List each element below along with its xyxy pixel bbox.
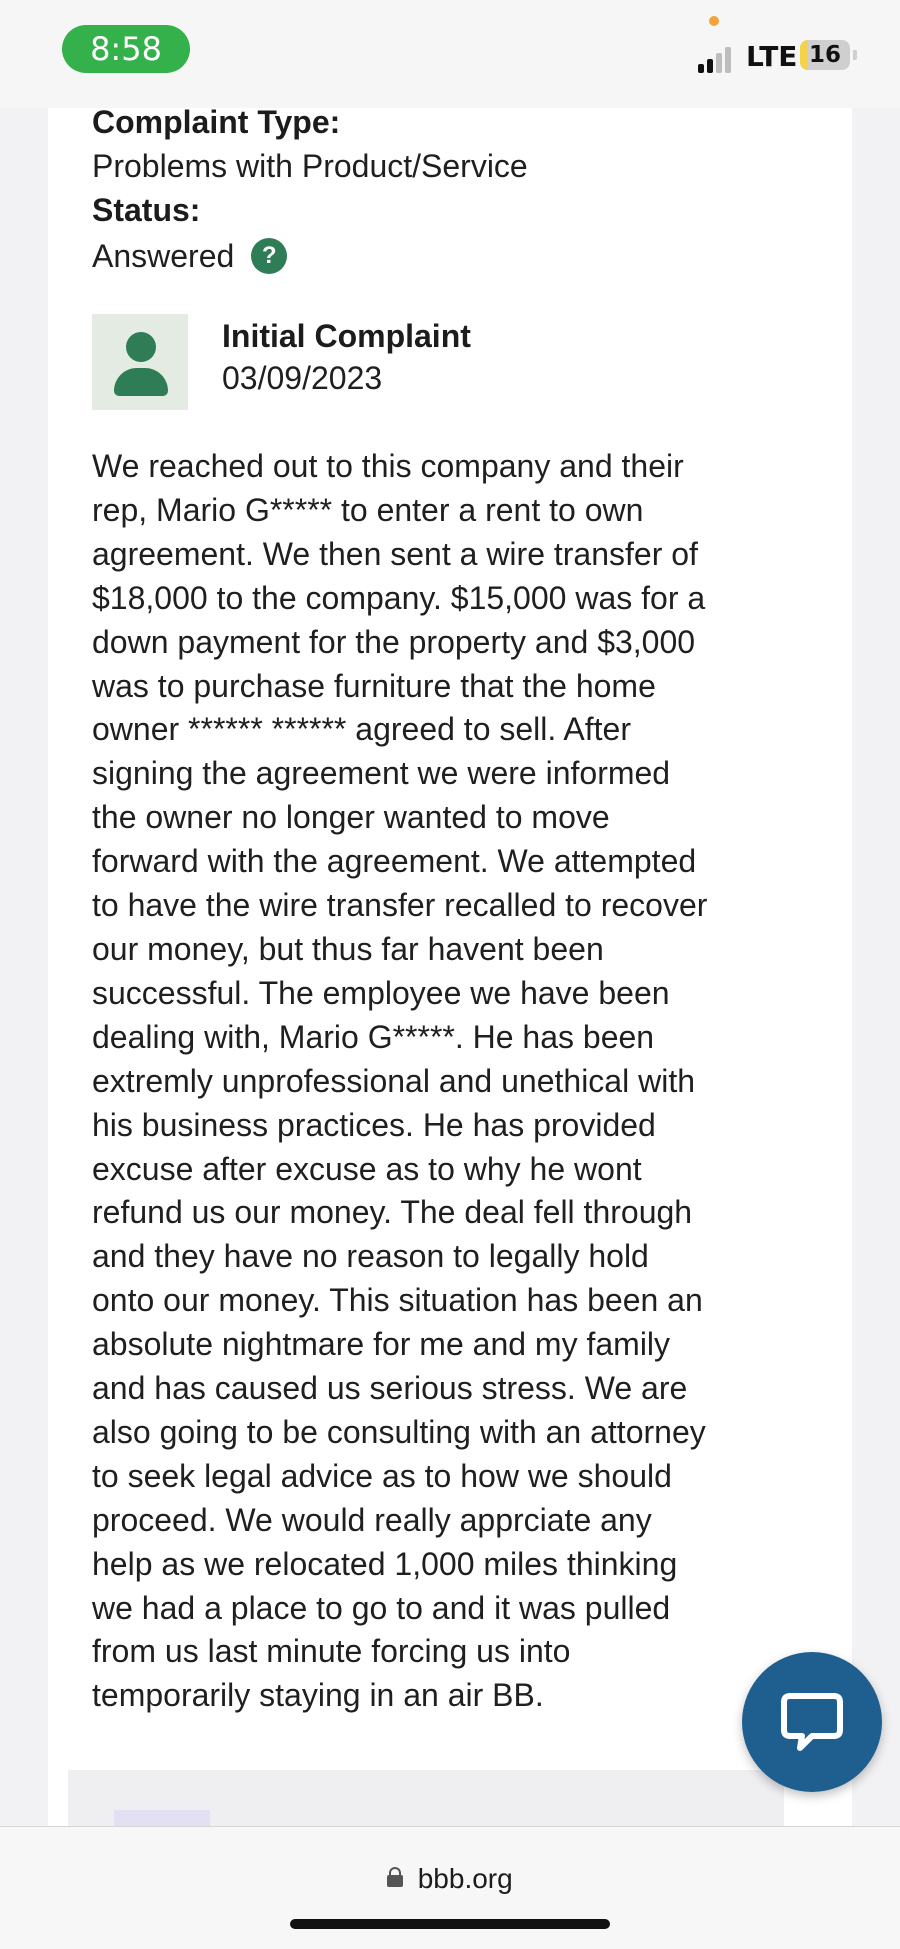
complaint-line: excuse after excuse as to why he wont — [92, 1150, 642, 1187]
cellular-signal-icon — [698, 43, 738, 73]
complaint-line: and they have no reason to legally hold — [92, 1238, 649, 1275]
complaint-line: We reached out to this company and their — [92, 448, 684, 484]
status-bar — [0, 0, 900, 108]
chat-button[interactable] — [742, 1652, 882, 1792]
complaint-line: the owner no longer wanted to move — [92, 799, 610, 836]
complaint-line: down payment for the property and $3,000 — [92, 623, 696, 660]
complaint-line: his business practices. He has provided — [92, 1106, 656, 1143]
complaint-line: owner ****** ****** agreed to sell. After — [92, 711, 631, 748]
browser-bottom-bar — [0, 1826, 900, 1949]
complaint-line: our money, but thus far havent been — [92, 930, 604, 967]
question-mark-icon[interactable]: ? — [251, 238, 287, 274]
complaint-line: forward with the agreement. We attempted — [92, 843, 697, 880]
complaint-line: temporarily staying in an air BB. — [92, 1677, 544, 1714]
privacy-indicator-dot — [709, 16, 719, 26]
complaint-line: successful. The employee we have been — [92, 974, 670, 1011]
complaint-line: from us last minute forcing us into — [92, 1633, 571, 1670]
status-label: Status: — [92, 192, 201, 228]
complaint-line: onto our money. This situation has been an — [92, 1282, 703, 1319]
complaint-line: extremly unprofessional and unethical with — [92, 1062, 695, 1099]
complaint-type-value: Problems with Product/Service — [92, 148, 528, 184]
battery-level: 16 — [808, 42, 841, 68]
status-value: Answered — [92, 238, 235, 274]
complaint-type-label: Complaint Type: — [92, 104, 341, 140]
user-avatar-icon — [92, 314, 188, 410]
complaint-line: we had a place to go to and it was pulled — [92, 1589, 671, 1626]
complaint-card — [48, 104, 852, 1828]
chat-bubble-icon — [776, 1686, 848, 1758]
status-time: 8:58 — [62, 25, 190, 73]
complaint-line: agreement. We then sent a wire transfer of — [92, 535, 698, 572]
battery-cap — [853, 50, 857, 60]
status-row — [92, 238, 287, 277]
complaint-date: 03/09/2023 — [222, 360, 383, 396]
complaint-line: absolute nightmare for me and my family — [92, 1326, 671, 1363]
complaint-line: was to purchase furniture that the home — [92, 667, 656, 704]
complaint-line: and has caused us serious stress. We are — [92, 1370, 688, 1407]
complaint-text — [92, 445, 822, 1718]
complaint-line: proceed. We would really apprciate any — [92, 1501, 652, 1538]
home-indicator[interactable] — [290, 1919, 610, 1929]
complaint-line: help as we relocated 1,000 miles thinking — [92, 1545, 678, 1582]
complaint-line: also going to be consulting with an attorney — [92, 1413, 706, 1450]
complaint-line: dealing with, Mario G*****. He has been — [92, 1018, 655, 1055]
lock-icon — [387, 1867, 403, 1887]
complaint-line: signing the agreement we were informed — [92, 755, 671, 792]
complaint-line: refund us our money. The deal fell through — [92, 1194, 693, 1231]
network-type: LTE — [746, 40, 798, 73]
complaint-line: to seek legal advice as to how we should — [92, 1457, 672, 1494]
complaint-line: rep, Mario G***** to enter a rent to own — [92, 491, 644, 528]
initial-complaint-title: Initial Complaint — [222, 318, 471, 354]
address-bar[interactable] — [0, 1863, 900, 1895]
battery-icon — [800, 40, 850, 70]
complaint-line: to have the wire transfer recalled to recover — [92, 887, 708, 924]
url-text: bbb.org — [417, 1863, 513, 1894]
complaint-line: $18,000 to the company. $15,000 was for a — [92, 579, 706, 616]
